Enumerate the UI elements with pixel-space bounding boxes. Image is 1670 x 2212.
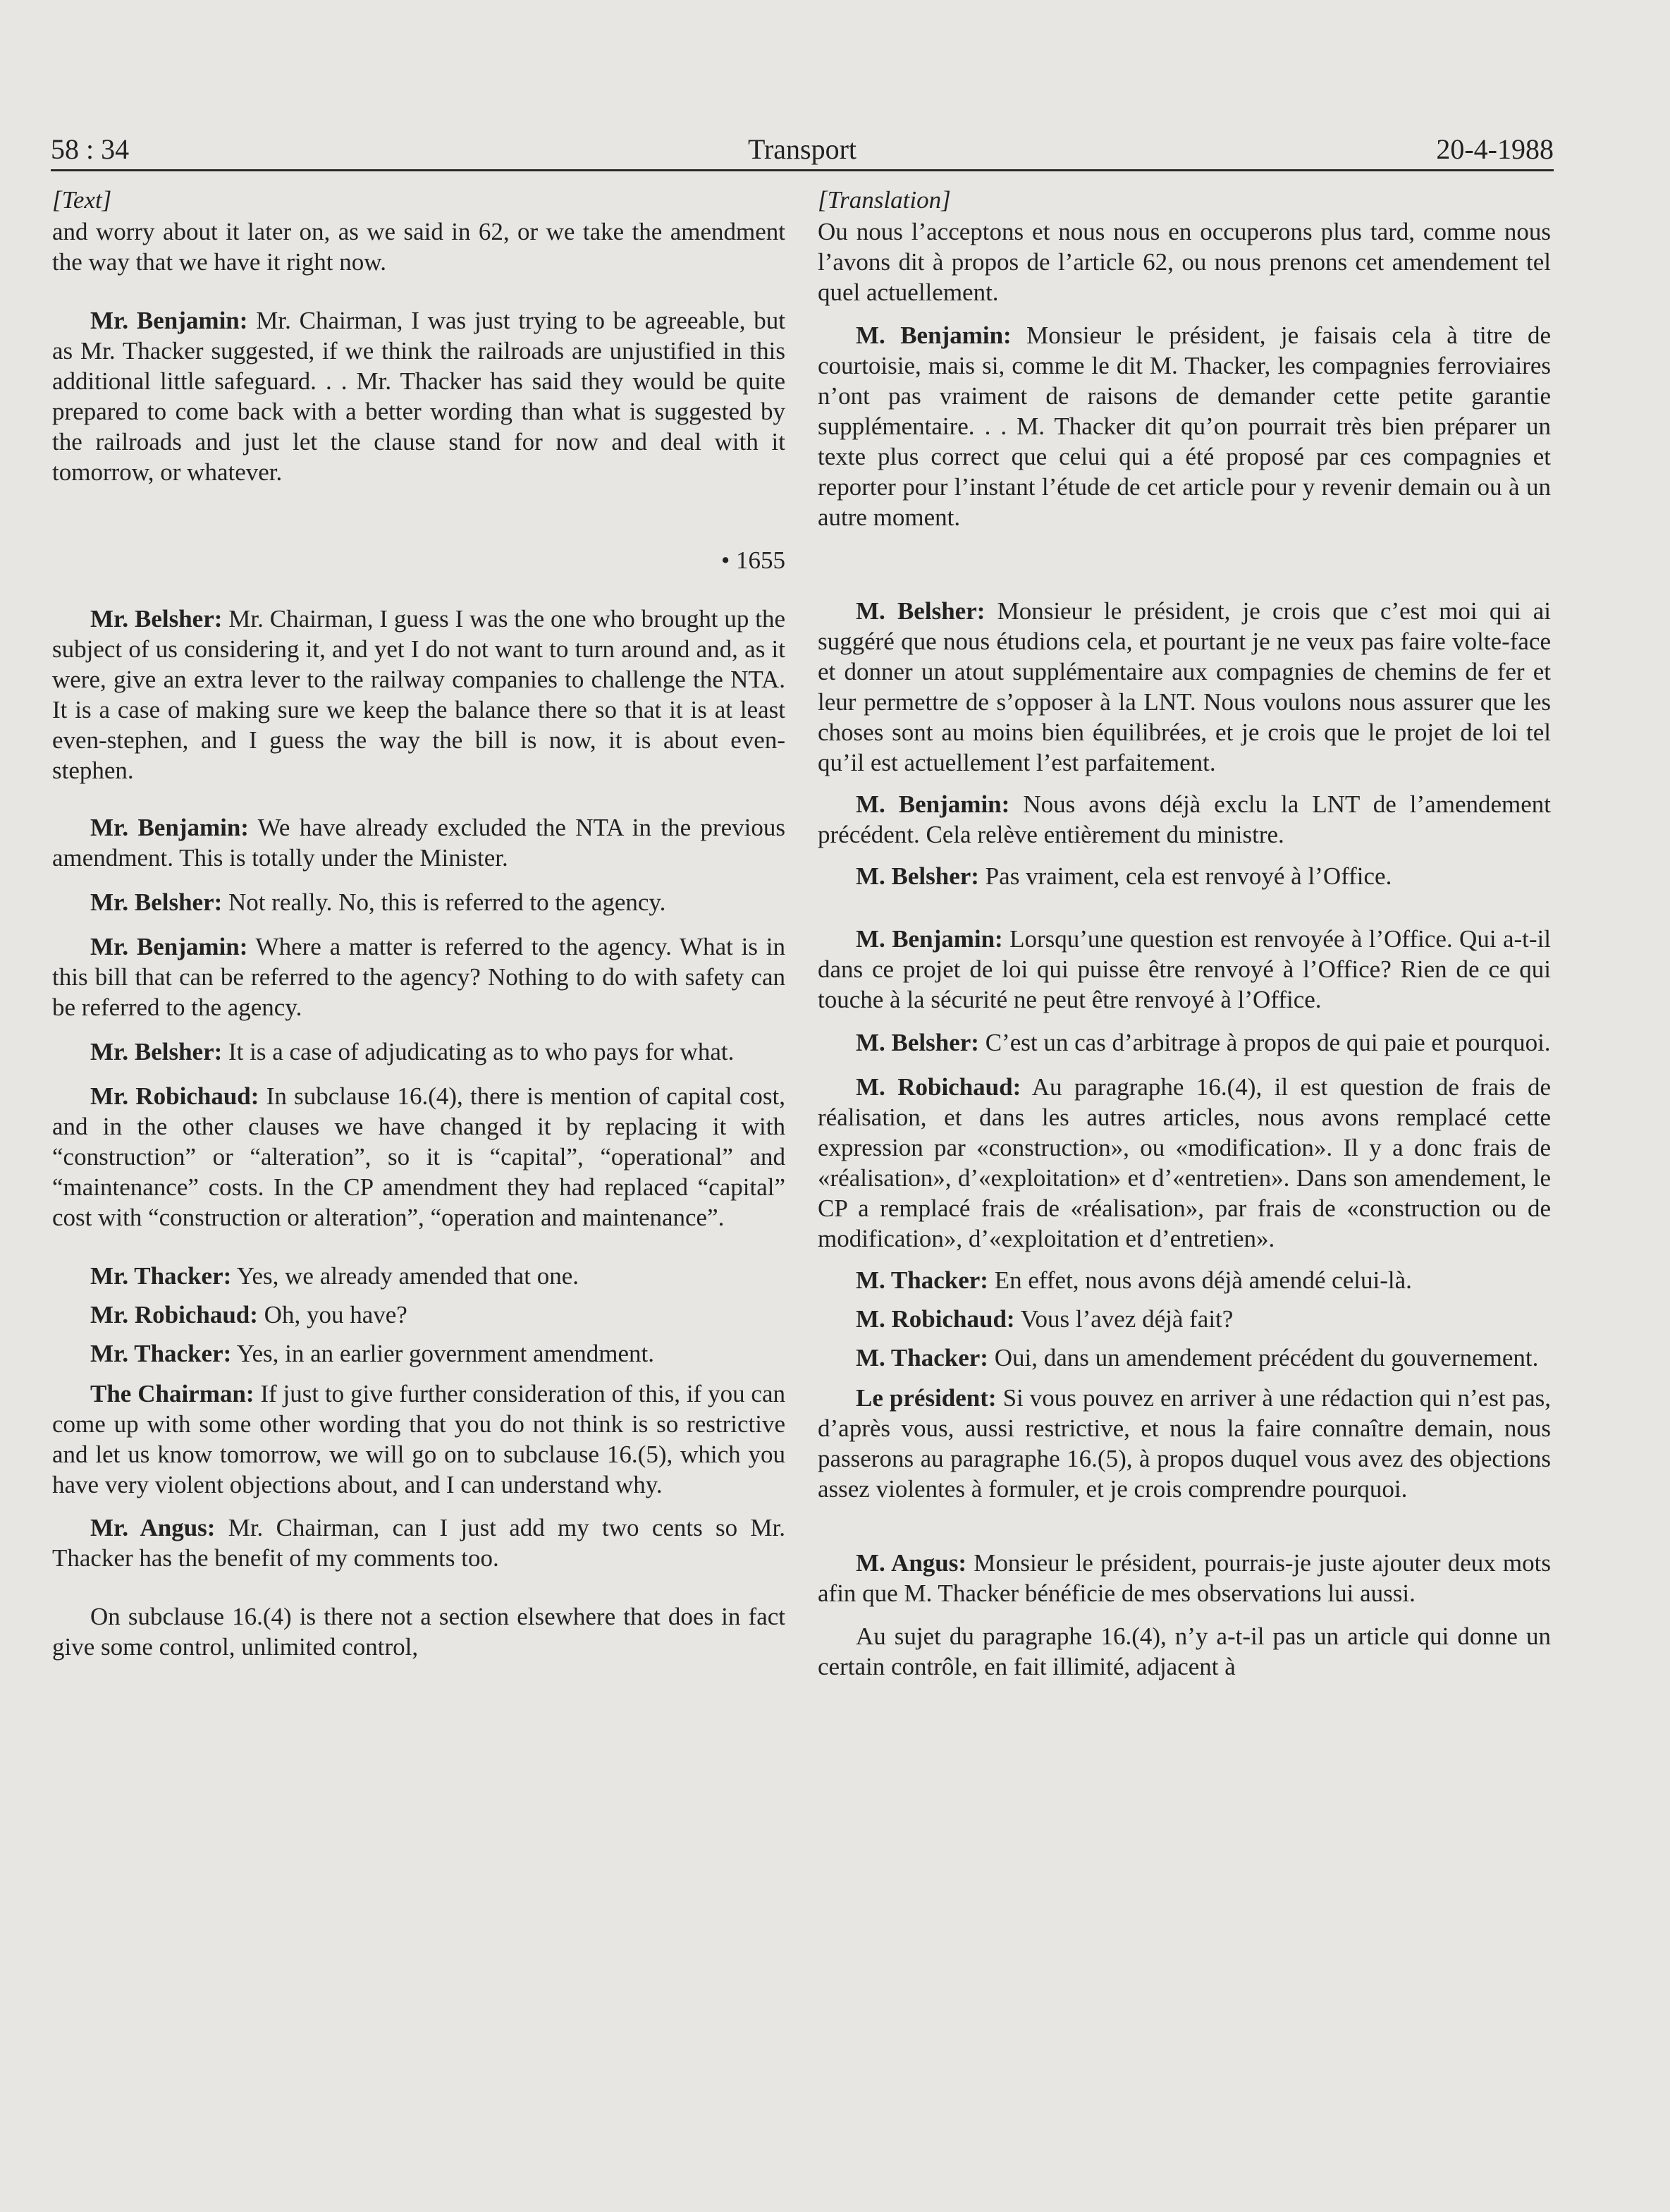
paragraph: and worry about it later on, as we said in 62, or we take the amendment the way that we have it right now. [52, 218, 785, 276]
speaker-name: M. Angus: [856, 1549, 967, 1577]
speech-paragraph: Mr. Benjamin: We have already excluded the NTA in the previous amendment. This is totally under the Minister. [52, 814, 785, 872]
page-reference: 58 : 34 [51, 133, 130, 165]
speaker-name: M. Benjamin: [856, 790, 1010, 818]
speech-paragraph: Mr. Benjamin: Mr. Chairman, I was just trying to be agreeable, but as Mr. Thacker suggested, if we think the railroads are unjustified in this additional little safeguard. . . Mr. Thacker has said they would be quite prepared to come back with a better wording than what is suggested by the railroads and just let the clause stand for now and deal with it tomorrow, or whatever. [52, 307, 785, 486]
speech-paragraph: M. Robichaud: Vous l’avez déjà fait? [856, 1305, 1234, 1333]
speech-paragraph: M. Thacker: En effet, nous avons déjà amendé celui-là. [856, 1266, 1412, 1294]
header-rule [51, 169, 1554, 171]
speaker-name: Mr. Benjamin: [90, 814, 249, 841]
committee-title: Transport [747, 133, 857, 165]
speaker-name: M. Robichaud: [856, 1073, 1021, 1101]
french-column [818, 185, 1551, 1682]
speech-paragraph: M. Belsher: Monsieur le président, je crois que c’est moi qui ai suggéré que nous étudions cela, et pourtant je ne veux pas faire volte-face et donner un atout supplémentaire aux compagnies de chemins de fer et leur permettre de s’opposer à la LNT. Nous voulons nous assurer que les choses sont au moins bien équilibrées, et je crois que le projet de loi tel qu’il est actuellement l’est parfaitement. [818, 597, 1551, 776]
speech-paragraph: M. Benjamin: Lorsqu’une question est renvoyée à l’Office. Qui a-t-il dans ce projet de loi qui puisse être renvoyé à l’Office? Rien de ce qui touche à la sécurité ne peut être renvoyé à l’Office. [818, 925, 1551, 1013]
speaker-name: M. Belsher: [856, 597, 986, 625]
time-marker: • 1655 [720, 546, 785, 574]
english-column [52, 185, 785, 1662]
speech-paragraph: M. Benjamin: Nous avons déjà exclu la LNT de l’amendement précédent. Cela relève entièrement du ministre. [818, 790, 1551, 848]
speaker-name: M. Robichaud: [856, 1305, 1015, 1333]
speaker-name: M. Benjamin: [856, 322, 1012, 349]
speech-paragraph: Le président: Si vous pouvez en arriver à une rédaction qui n’est pas, d’après vous, aussi restrictive, et nous la faire connaître demain, nous passerons au paragraphe 16.(5), à propos duquel vous avez des objections assez violentes à formuler, et je crois comprendre pourquoi. [818, 1384, 1551, 1503]
speech-paragraph: M. Belsher: C’est un cas d’arbitrage à propos de qui paie et pourquoi. [856, 1029, 1551, 1056]
speaker-name: M. Benjamin: [856, 925, 1003, 953]
speaker-name: Mr. Robichaud: [90, 1082, 259, 1110]
paragraph: Au sujet du paragraphe 16.(4), n’y a-t-il pas un article qui donne un certain contrôle, en fait illimité, adjacent à [818, 1623, 1551, 1680]
speech-paragraph: Mr. Robichaud: In subclause 16.(4), there is mention of capital cost, and in the other clauses we have changed it by replacing it with “construction” or “alteration”, so it is “capital”, “operational” and “maintenance” costs. In the CP amendment they had replaced “capital” cost with “construction or alteration”, “operation and maintenance”. [52, 1082, 785, 1231]
speaker-name: Mr. Benjamin: [90, 307, 248, 334]
speaker-name: Mr. Belsher: [90, 1038, 223, 1065]
speaker-name: M. Belsher: [856, 1029, 979, 1056]
speaker-name: M. Belsher: [856, 862, 979, 890]
speaker-name: The Chairman: [90, 1380, 254, 1407]
speech-paragraph: M. Benjamin: Monsieur le président, je faisais cela à titre de courtoisie, mais si, comme le dit M. Thacker, les compagnies ferroviaires n’ont pas vraiment de raisons de demander cette petite garantie supplémentaire. . . M. Thacker dit qu’on pourrait très bien préparer un texte plus correct que celui qui a été proposé par ces compagnies et reporter pour l’instant l’étude de cet article pour y revenir demain ou à un autre moment. [818, 322, 1551, 531]
speaker-name: Mr. Robichaud: [90, 1301, 258, 1328]
speech-paragraph: Mr. Thacker: Yes, we already amended that one. [90, 1262, 579, 1290]
speaker-name: Mr. Thacker: [90, 1340, 232, 1367]
speech-paragraph: Mr. Belsher: It is a case of adjudicating as to who pays for what. [90, 1038, 735, 1065]
speaker-name: Mr. Belsher: [90, 888, 223, 916]
text-label: [Text] [52, 186, 112, 214]
speech-paragraph: M. Angus: Monsieur le président, pourrais-je juste ajouter deux mots afin que M. Thacker bénéficie de mes observations lui aussi. [818, 1549, 1551, 1607]
speech-paragraph: M. Robichaud: Au paragraphe 16.(4), il est question de frais de réalisation, et dans les autres articles, nous avons remplacé cette expression par «construction», ou «modification». Il y a donc frais de «réalisation», d’«exploitation» et d’«entretien». Dans son amendement, le CP a remplacé frais de «réalisation», par frais de «construction ou de modification», d’«exploitation et d’entretien». [818, 1073, 1551, 1252]
translation-label: [Translation] [818, 186, 951, 214]
speaker-name: Le président: [856, 1384, 997, 1412]
speaker-name: M. Thacker: [856, 1266, 988, 1294]
speech-paragraph: Mr. Angus: Mr. Chairman, can I just add my two cents so Mr. Thacker has the benefit of my comments too. [52, 1514, 785, 1572]
speech-paragraph: Mr. Robichaud: Oh, you have? [90, 1301, 407, 1328]
speaker-name: Mr. Thacker: [90, 1262, 232, 1290]
speech-paragraph: Mr. Belsher: Mr. Chairman, I guess I was the one who brought up the subject of us considering it, and yet I do not want to turn around and, as it were, give an extra lever to the railway companies to challenge the NTA. It is a case of making sure we keep the balance there so that it is at least even-stephen, and I guess the way the bill is now, it is about even-stephen. [52, 605, 785, 784]
paragraph: Ou nous l’acceptons et nous nous en occuperons plus tard, comme nous l’avons dit à propos de l’article 62, ou nous prenons cet amendement tel quel actuellement. [818, 218, 1551, 306]
speech-paragraph: Mr. Thacker: Yes, in an earlier government amendment. [90, 1340, 654, 1367]
speaker-name: M. Thacker: [856, 1344, 988, 1371]
speech-paragraph: M. Belsher: Pas vraiment, cela est renvoyé à l’Office. [856, 862, 1392, 890]
speech-paragraph: M. Thacker: Oui, dans un amendement précédent du gouvernement. [856, 1344, 1539, 1371]
speaker-name: Mr. Benjamin: [90, 933, 248, 960]
speech-paragraph: The Chairman: If just to give further consideration of this, if you can come up with some other wording that you do not think is so restrictive and let us know tomorrow, we will go on to subclause 16.(5), which you have very violent objections about, and I can understand why. [52, 1380, 785, 1498]
speaker-name: Mr. Angus: [90, 1514, 216, 1541]
speech-paragraph: Mr. Belsher: Not really. No, this is referred to the agency. [90, 888, 666, 916]
paragraph: On subclause 16.(4) is there not a section elsewhere that does in fact give some control, unlimited control, [52, 1603, 785, 1661]
speech-paragraph: Mr. Benjamin: Where a matter is referred to the agency. What is in this bill that can be referred to the agency? Nothing to do with safety can be referred to the agency. [52, 933, 785, 1021]
page-header [51, 130, 1554, 169]
speaker-name: Mr. Belsher: [90, 605, 223, 633]
sitting-date: 20-4-1988 [1436, 133, 1554, 165]
